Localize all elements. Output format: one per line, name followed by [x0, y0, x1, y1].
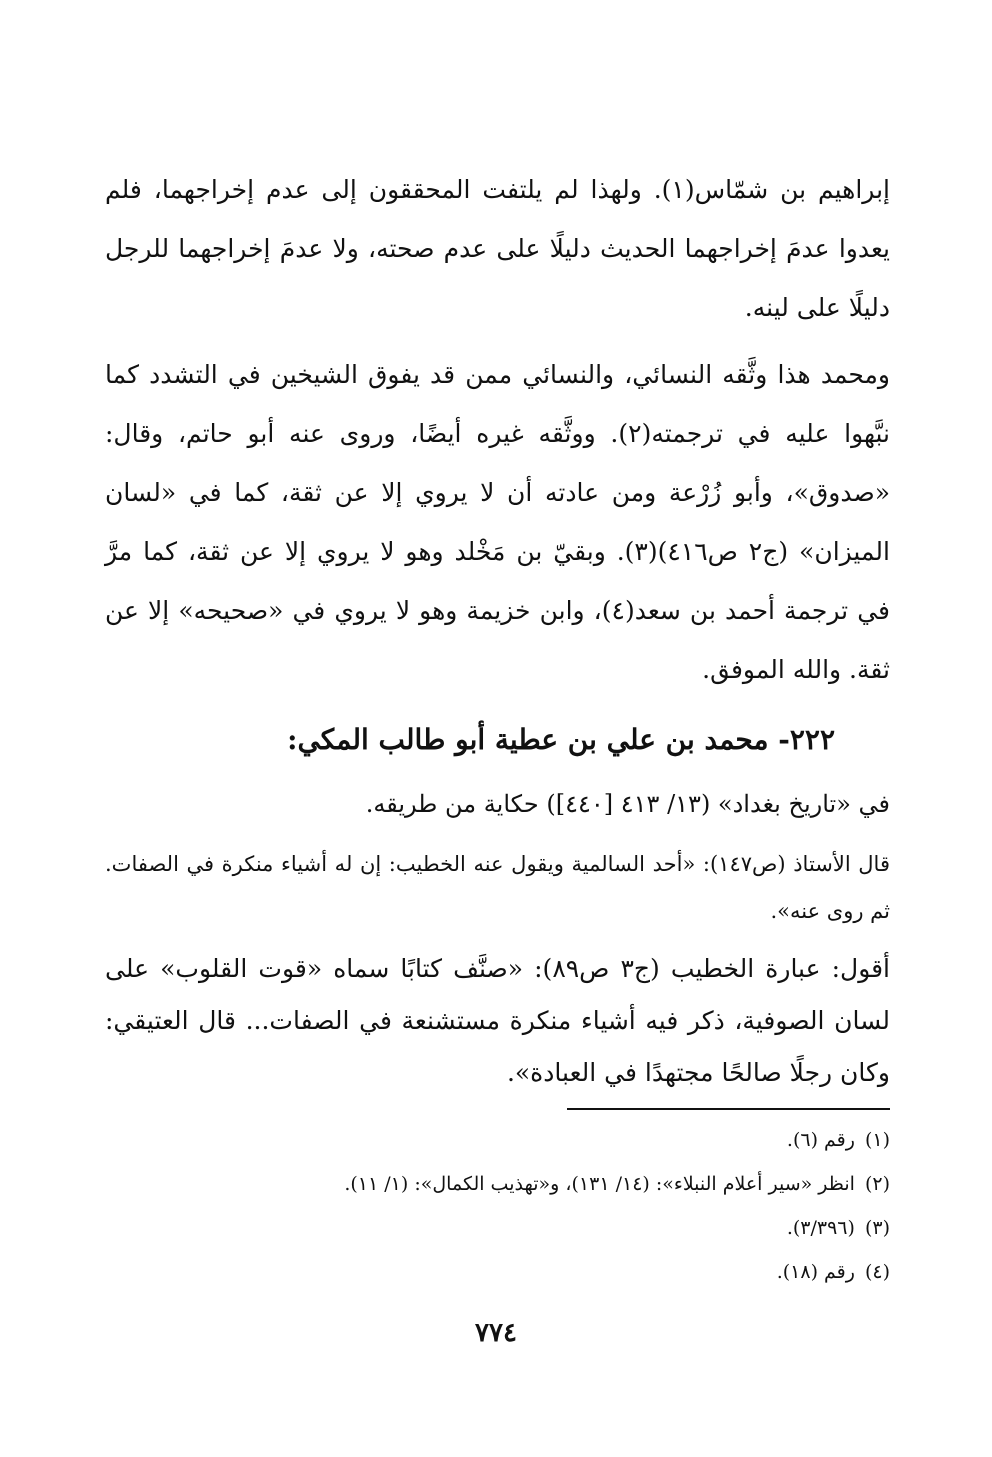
main-text: [105, 160, 890, 1099]
footnote-number: (١): [864, 1129, 890, 1151]
footnote-text: (٣/٣٩٦).: [786, 1217, 855, 1239]
footnote-divider: [567, 1108, 890, 1110]
footnote-1: [105, 1118, 890, 1162]
footnote-3: [105, 1206, 890, 1250]
footnotes: [105, 1118, 890, 1294]
footnote-number: (٤): [864, 1261, 890, 1283]
footnote-number: (٢): [864, 1173, 890, 1195]
footnote-text: رقم (٦).: [786, 1129, 855, 1151]
page-number: ٧٧٤: [475, 1318, 517, 1348]
paragraph-1: إبراهيم بن شمّاس(١). ولهذا لم يلتفت المحققون إلى عدم إخراجهما، فلم يعدوا عدمَ إخراجهما الحديث دليلًا على عدم صحته، ولا عدمَ إخراجهما للرجل دليلًا على لينه.: [105, 175, 891, 322]
entry-source: في «تاريخ بغداد» (١٣/ ٤١٣ [٤٤٠]) حكاية من طريقه.: [365, 790, 890, 818]
footnote-text: انظر «سير أعلام النبلاء»: (١٤/ ١٣١)، و«تهذيب الكمال»: (١/ ١١).: [344, 1173, 855, 1195]
quote-paragraph: قال الأستاذ (ص١٤٧): «أحد السالمية ويقول عنه الخطيب: إن له أشياء منكرة في الصفات. ثم روى عنه».: [105, 852, 890, 923]
paragraph-3: أقول: عبارة الخطيب (ج٣ ص٨٩): «صنَّف كتابًا سماه «قوت القلوب» على لسان الصوفية، ذكر فيه أشياء منكرة مستشنعة في الصفات... قال العتيقي: وكان رجلًا صالحًا مجتهدًا في العبادة».: [105, 954, 890, 1087]
footnote-text: رقم (١٨).: [776, 1261, 855, 1283]
footnote-4: [105, 1250, 890, 1294]
footnote-number: (٣): [864, 1217, 890, 1239]
entry-heading: ٢٢٢- محمد بن علي بن عطية أبو طالب المكي:: [287, 723, 835, 756]
paragraph-2: ومحمد هذا وثَّقه النسائي، والنسائي ممن قد يفوق الشيخين في التشدد كما نبَّهوا عليه في ترجمته(٢). ووثَّقه غيره أيضًا، وروى عنه أبو حاتم، وقال: «صدوق»، وأبو زُرْعة ومن عادته أن لا يروي إلا عن ثقة، كما في «لسان الميزان» (ج٢ ص٤١٦)(٣). وبقيّ بن مَخْلد وهو لا يروي إلا عن ثقة، كما مرَّ في ترجمة أحمد بن سعد(٤)، وابن خزيمة وهو لا يروي في «صحيحه» إلا عن ثقة. والله الموفق.: [105, 360, 891, 684]
footnote-2: [105, 1162, 890, 1206]
